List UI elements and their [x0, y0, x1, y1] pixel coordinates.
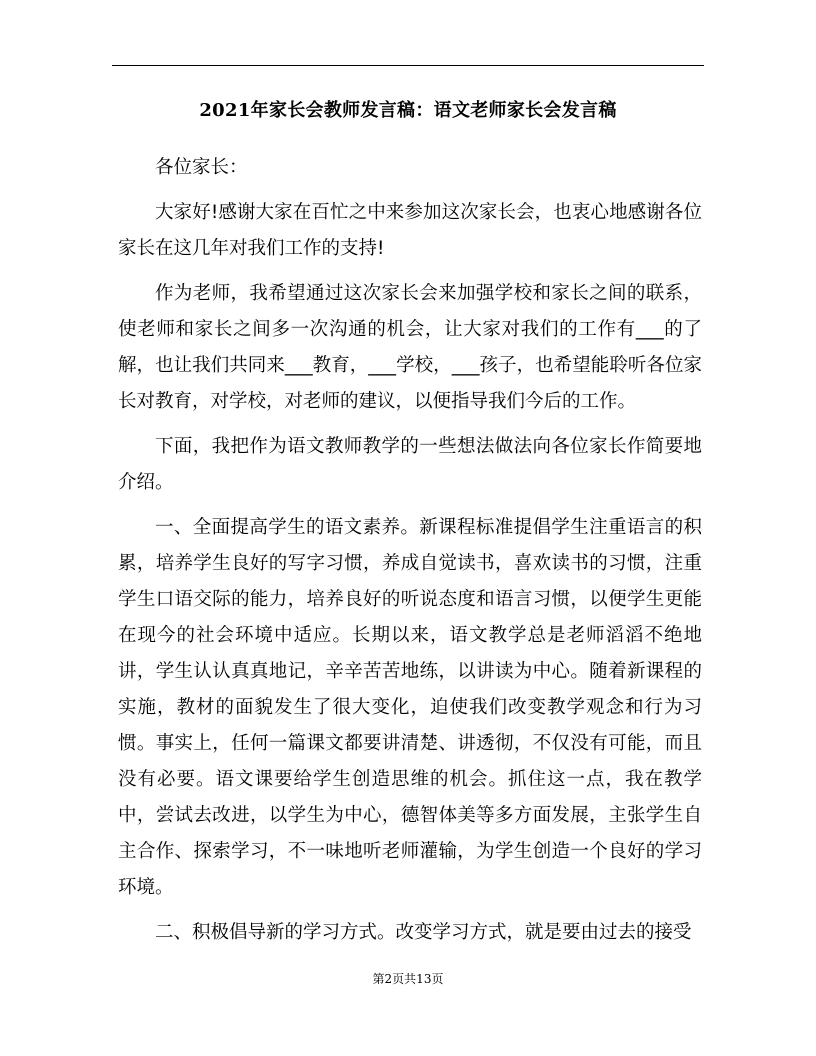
page-number-footer: 第2页共13页: [372, 972, 444, 986]
paragraph-point-one: 一、全面提高学生的语文素养。新课程标准提倡学生注重语言的积累，培养学生良好的写字习惯，养成自觉读书，喜欢读书的习惯，注重学生口语交际的能力，培养良好的听说态度和语言习惯，以便学生更能在现今的社会环境中适应。长期以来，语文教学总是老师滔滔不绝地讲，学生认认真真地记，辛辛苦苦地练，以讲读为中心。随着新课程的实施，教材的面貌发生了很大变化，迫使我们改变教学观念和行为习惯。事实上，任何一篇课文都要讲清楚、讲透彻，不仅没有可能，而且没有必要。语文课要给学生创造思维的机会。抓住这一点，我在教学中，尝试去改进，以学生为中心，德智体美等多方面发展，主张学生自主合作、探索学习，不一味地听老师灌输，为学生创造一个良好的学习环境。: [118, 517, 702, 898]
paragraph-greeting: 大家好!感谢大家在百忙之中来参加这次家长会，也衷心地感谢各位家长在这几年对我们工作的支持!: [118, 202, 702, 259]
header-rule: [112, 65, 704, 66]
paragraph-intro: 下面，我把作为语文教师教学的一些想法做法向各位家长作简要地介绍。: [118, 436, 702, 493]
document-title: 2021年家长会教师发言稿：语文老师家长会发言稿: [199, 100, 617, 121]
document-body: [118, 150, 702, 960]
salutation: 各位家长：: [155, 157, 248, 178]
paragraph-point-two: 二、积极倡导新的学习方式。改变学习方式，就是要由过去的接受: [155, 922, 692, 943]
paragraph-purpose: 作为老师，我希望通过这次家长会来加强学校和家长之间的联系，使老师和家长之间多一次沟通的机会，让大家对我们的工作有___的了解，也让我们共同来___教育，___学校，___孩子，也希望能聆听各位家长对教育，对学校，对老师的建议，以便指导我们今后的工作。: [118, 283, 702, 412]
